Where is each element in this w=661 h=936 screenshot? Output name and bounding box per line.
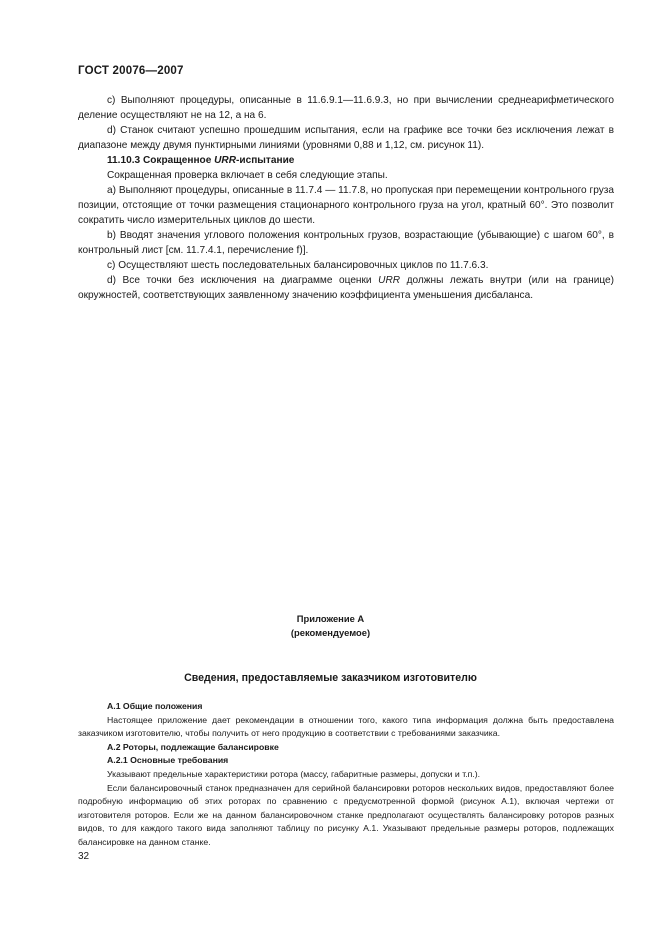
heading-a2: А.2 Роторы, подлежащие балансировке xyxy=(107,741,279,752)
heading-a2-1: А.2.1 Основные требования xyxy=(107,755,229,766)
annex-body xyxy=(78,700,614,850)
annex-title-block xyxy=(0,612,661,640)
paragraph-item-c: с) Выполняют процедуры, описанные в 11.6.9.1—11.6.9.3, но при вычислении среднеарифметического деление осуществляют не на 12, а на 6. xyxy=(78,95,614,121)
step-d-post: должны лежать внутри (или на границе) окружностей, соответствующих заявленному значению коэффициента уменьшения дисбаланса. xyxy=(78,275,614,301)
subsection-title-em: URR xyxy=(214,155,237,166)
page-number: 32 xyxy=(78,851,90,862)
subsection-heading xyxy=(78,153,614,168)
paragraph-step-c: с) Осуществляют шесть последовательных балансировочных циклов по 11.7.6.3. xyxy=(107,260,489,271)
heading-a1: А.1 Общие положения xyxy=(107,701,203,711)
paragraph-a2-1-first: Указывают предельные характеристики ротора (массу, габаритные размеры, допуски и т.п.). xyxy=(107,768,481,779)
step-d-pre: d) Все точки без исключения на диаграмме оценки xyxy=(107,275,379,286)
section-11-10-body xyxy=(78,93,614,303)
subsection-number: 11.10.3 xyxy=(107,155,141,166)
paragraph-intro: Сокращенная проверка включает в себя следующие этапы. xyxy=(107,170,388,181)
paragraph-item-d: d) Станок считают успешно прошедшим испытания, если на графике все точки без исключения лежат в диапазоне между двумя пунктирными линиями (уровнями 0,88 и 1,12, см. рисунок 11). xyxy=(78,125,614,151)
paragraph-step-d xyxy=(78,273,614,303)
paragraph-a2-1-second: Если балансировочный станок предназначен для серийной балансировки роторов нескольких видов, предоставляют более подробную информацию об этих роторах по сравнению с предусмотренной формой (рисунок А.1), включая чертежи от изготовителя роторов. Если же на данном балансировочном станке предполагают осуществлять балансировку роторов разных видов, то для каждого такого вида заполняют таблицу по рисунку А.1. Указывают предельные размеры роторов, подлежащих балансировке на данном станке. xyxy=(78,782,614,847)
step-d-em: URR xyxy=(378,275,401,286)
paragraph-step-b: b) Вводят значения углового положения контрольных грузов, возрастающие (убывающие) с шагом 60°, в контрольный лист [см. 11.7.4.1, перечисление f)]. xyxy=(78,230,614,256)
paragraph-step-a: а) Выполняют процедуры, описанные в 11.7.4 — 11.7.8, но пропуская при перемещении контрольного груза позиции, отстоящие от точки размещения стационарного контрольного груза на угол, кратный 60°. Это позволит сократить число измерительных циклов до шести. xyxy=(78,185,614,226)
subsection-title-post: -испытание xyxy=(236,155,295,166)
annex-title: Приложение А xyxy=(296,613,365,624)
paragraph-a1: Настоящее приложение дает рекомендации в отношении того, какого типа информация должна быть предоставлена заказчиком изготовителю, чтобы получить от него продукцию в соответствии с требованиями заказчика. xyxy=(78,714,614,739)
annex-status: (рекомендуемое) xyxy=(290,627,371,638)
annex-heading: Сведения, предоставляемые заказчиком изготовителю xyxy=(184,672,477,684)
subsection-title-pre: Сокращенное xyxy=(142,155,215,166)
document-header: ГОСТ 20076—2007 xyxy=(78,65,184,77)
